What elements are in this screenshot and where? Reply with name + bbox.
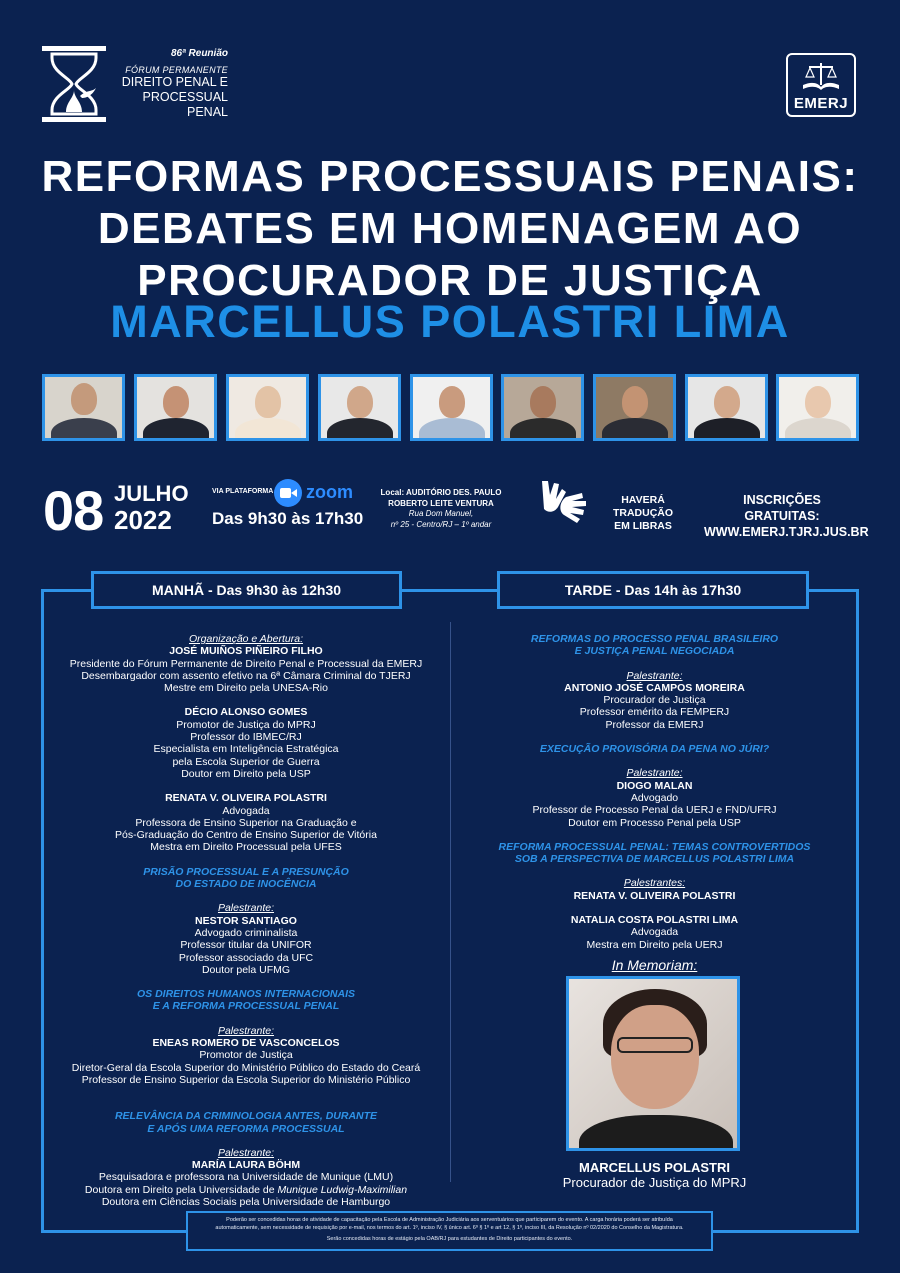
- speaker-info: Professor emérito da FEMPERJ: [579, 706, 730, 719]
- local-line2: ROBERTO LEITE VENTURA: [388, 498, 494, 508]
- speaker-info: Doutor em Processo Penal pela USP: [568, 816, 741, 829]
- speaker-name: NATALIA COSTA POLASTRI LIMA: [570, 914, 739, 927]
- speaker-info: Procurador de Justiça: [603, 694, 706, 707]
- in-memoriam-label: In Memoriam:: [611, 957, 698, 973]
- tab-morning: MANHÃ - Das 9h30 às 12h30: [91, 571, 402, 609]
- column-divider: [450, 622, 451, 1182]
- forum-line1: FÓRUM PERMANENTE: [125, 65, 228, 75]
- speaker-name: RENATA V. OLIVEIRA POLASTRI: [165, 792, 327, 805]
- speaker-photo-1: [42, 374, 125, 441]
- speaker-label: Palestrante:: [626, 669, 683, 682]
- speaker-name: DIOGO MALAN: [616, 779, 693, 792]
- speaker-info: Advogada: [222, 804, 270, 817]
- speaker-info: Promotor de Justiça do MPRJ: [176, 718, 316, 731]
- speaker-info: Doutora em Ciências Sociais pela Universidade de Hamburgo: [101, 1195, 391, 1208]
- footnote-line2: automaticamente, sem necessidade de requisição por e-mail, nos termos do art. 1º, inciso IV, § único art. 6º § 1º e art 12, § 1º, inciso III, da Resolução nº 02/2020 do Conselho da Magistratura.: [215, 1224, 684, 1231]
- speaker-info: Advogada: [630, 926, 679, 939]
- speaker-name: ANTONIO JOSÉ CAMPOS MOREIRA: [564, 681, 745, 694]
- speaker-info: Advogado: [630, 791, 679, 804]
- speaker-name: DÉCIO ALONSO GOMES: [184, 706, 308, 719]
- talk-title: E APÓS UMA REFORMA PROCESSUAL: [147, 1122, 345, 1135]
- reuniao-label: 86ª Reunião: [170, 48, 228, 59]
- speaker-photo-6: [501, 374, 584, 441]
- speaker-label: Palestrante:: [217, 1146, 275, 1159]
- talk-title: OS DIREITOS HUMANOS INTERNACIONAIS: [137, 988, 355, 1001]
- talk-title: E A REFORMA PROCESSUAL PENAL: [152, 1000, 340, 1013]
- speaker-photo-9: [776, 374, 859, 441]
- local-line4: nº 25 - Centro/RJ – 1º andar: [390, 519, 492, 529]
- talk-title: REFORMA PROCESSUAL PENAL: TEMAS CONTROVERTIDOS: [498, 840, 811, 853]
- speaker-label: Palestrante:: [217, 1024, 275, 1037]
- speaker-photo-8: [685, 374, 768, 441]
- libras-line1: HAVERÁ TRADUÇÃO: [612, 494, 674, 519]
- speaker-info: Professor de Ensino Superior da Escola Superior do Ministério Público: [81, 1073, 411, 1086]
- speaker-info: Diretor-Geral da Escola Superior do Ministério Público do Estado do Ceará: [71, 1061, 421, 1074]
- emerj-logo: [786, 53, 856, 117]
- speaker-info: Pós-Graduação do Centro de Ensino Superior de Vitória: [115, 829, 377, 842]
- title-line3: PROCURADOR DE JUSTIÇA: [137, 256, 763, 305]
- hourglass-logo-icon: [42, 46, 106, 122]
- speaker-info: Professor associado da UFC: [178, 951, 314, 964]
- speaker-info: Doutor em Direito pela USP: [181, 767, 311, 780]
- title-line2: DEBATES EM HOMENAGEM AO: [97, 204, 803, 253]
- forum-line2: DIREITO PENAL E: [121, 75, 228, 89]
- speaker-info: Doutor pela UFMG: [201, 963, 291, 976]
- speaker-info: Mestre em Direito pela UNESA-Rio: [164, 682, 328, 695]
- speaker-info: Professora de Ensino Superior na Graduação e: [135, 816, 357, 829]
- forum-text: [110, 48, 228, 120]
- speaker-label: Palestrante:: [626, 767, 683, 780]
- emerj-label: EMERJ: [793, 95, 849, 112]
- libras-line2: EM LIBRAS: [614, 520, 672, 532]
- event-year: 2022: [114, 505, 172, 535]
- local-line1: Local: AUDITÓRIO DES. PAULO: [380, 488, 502, 497]
- tab-afternoon: TARDE - Das 14h às 17h30: [497, 571, 809, 609]
- speaker-photo-4: [318, 374, 401, 441]
- libras-notice: [594, 494, 692, 533]
- speaker-info: Promotor de Justiça: [199, 1049, 293, 1062]
- title-honoree: MARCELLUS POLASTRI LIMA: [110, 296, 790, 347]
- speaker-info: Presidente do Fórum Permanente de Direito Penal e Processual da EMERJ: [69, 657, 423, 670]
- speaker-label: Palestrante:: [217, 902, 275, 915]
- sign-language-hands-icon: [536, 477, 592, 533]
- speaker-name: JOSÉ MUIÑOS PIÑEIRO FILHO: [169, 645, 323, 658]
- talk-title: SOB A PERSPECTIVA DE MARCELLUS POLASTRI LIMA: [514, 853, 795, 866]
- talk-title: DO ESTADO DE INOCÊNCIA: [175, 878, 317, 891]
- forum-line3: PROCESSUAL PENAL: [142, 90, 228, 119]
- talk-title: EXECUÇÃO PROVISÓRIA DA PENA NO JÚRI?: [539, 743, 770, 756]
- zoom-wordmark: zoom: [306, 482, 353, 502]
- event-month: JULHO: [114, 481, 189, 506]
- speaker-label: Palestrantes:: [623, 877, 686, 890]
- speaker-info: Professor de Processo Penal da UERJ e FND/UFRJ: [532, 804, 777, 817]
- speaker-photo-2: [134, 374, 217, 441]
- talk-title: PRISÃO PROCESSUAL E A PRESUNÇÃO: [143, 865, 349, 878]
- talk-title: E JUSTIÇA PENAL NEGOCIADA: [574, 645, 735, 658]
- event-location: [372, 488, 510, 530]
- talk-title: REFORMAS DO PROCESSO PENAL BRASILEIRO: [530, 633, 779, 645]
- talk-title: RELEVÂNCIA DA CRIMINOLOGIA ANTES, DURANTE: [114, 1110, 378, 1123]
- footnote: [186, 1211, 713, 1251]
- speaker-name: ENEAS ROMERO DE VASCONCELOS: [152, 1037, 340, 1050]
- speaker-name: RENATA V. OLIVEIRA POLASTRI: [573, 889, 736, 902]
- via-label: VIA PLATAFORMA: [212, 488, 274, 495]
- event-hours: Das 9h30 às 17h30: [212, 509, 364, 528]
- footnote-line1: Poderão ser concedidas horas de atividade de capacitação pela Escola de Administração Judiciária aos serventuários que participarem do evento. A carga horária poderá ser atribuída: [226, 1217, 673, 1223]
- memoriam-role: Procurador de Justiça do MPRJ: [562, 1175, 747, 1190]
- memoriam-name: MARCELLUS POLASTRI: [579, 1160, 730, 1175]
- zoom-camera-icon: [274, 479, 302, 507]
- event-day: 08: [43, 479, 104, 542]
- footnote-line3: Serão concedidas horas de estágio pela OAB/RJ para estudantes de Direito participantes do evento.: [326, 1236, 573, 1242]
- morning-schedule: [50, 633, 442, 1208]
- speaker-info: Professor da EMERJ: [605, 718, 704, 731]
- opening-label: Organização e Abertura:: [188, 633, 303, 645]
- speaker-info: pela Escola Superior de Guerra: [172, 755, 320, 768]
- memoriam-photo: [566, 976, 740, 1151]
- title-line1: REFORMAS PROCESSUAIS PENAIS:: [41, 152, 859, 201]
- speaker-photo-3: [226, 374, 309, 441]
- speaker-name: NESTOR SANTIAGO: [195, 914, 297, 927]
- speaker-info: Especialista em Inteligência Estratégica: [153, 743, 339, 756]
- speaker-info: Desembargador com assento efetivo na 6ª Câmara Criminal do TJERJ: [81, 669, 411, 682]
- insc-url[interactable]: WWW.EMERJ.TJRJ.JUS.BR: [704, 525, 869, 539]
- scales-book-icon: [800, 61, 842, 91]
- insc-line1: INSCRIÇÕES GRATUITAS:: [743, 493, 821, 523]
- speaker-photo-7: [593, 374, 676, 441]
- registration-info: [704, 492, 869, 540]
- speaker-info: Pesquisadora e professora na Universidade de Munique (LMU): [98, 1171, 394, 1184]
- speaker-info: Advogado criminalista: [194, 926, 298, 939]
- speaker-info-italic: Munique Ludwig-Maximilian: [277, 1183, 408, 1196]
- afternoon-schedule: [458, 633, 851, 951]
- speaker-name: MARÍA LAURA BÖHM: [191, 1159, 301, 1172]
- speaker-photo-5: [410, 374, 493, 441]
- speaker-info: Mestra em Direito pela UERJ: [586, 938, 723, 951]
- speaker-info-text: Doutora em Direito pela Universidade de: [84, 1183, 278, 1196]
- local-line3: Rua Dom Manuel,: [408, 509, 474, 518]
- speaker-info: [50, 1184, 442, 1196]
- speaker-info: Professor do IBMEC/RJ: [190, 731, 302, 744]
- speaker-info: Professor titular da UNIFOR: [180, 939, 312, 952]
- speaker-info: Mestra em Direito Processual pela UFES: [150, 841, 342, 854]
